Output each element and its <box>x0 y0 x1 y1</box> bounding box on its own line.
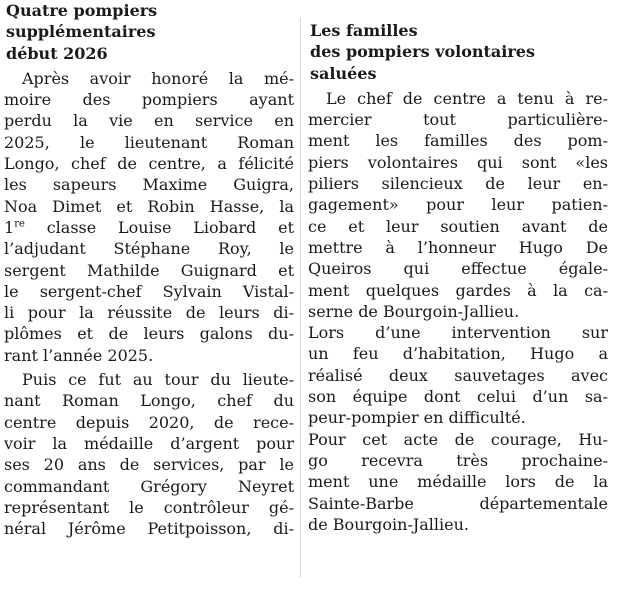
text-line: Queiros qui effectue égale- <box>308 259 608 279</box>
left-headline-line: Quatre pompiers <box>6 1 158 20</box>
rank-suffix: re <box>14 218 25 230</box>
left-column <box>4 0 294 539</box>
text-line: plômes et de leurs galons du- <box>4 324 294 344</box>
right-column <box>308 20 608 535</box>
text-line: un feu d’habitation, Hugo a <box>308 344 608 364</box>
text-line: piers volontaires qui sont «les <box>308 152 608 172</box>
text-line: piliers silencieux de leur en- <box>308 174 608 194</box>
right-paragraph <box>308 88 608 535</box>
text-line: Après avoir honoré la mé- <box>22 68 294 88</box>
text-line: ment quelques gardes à la ca- <box>308 280 608 300</box>
text-line: le sergent-chef Sylvain Vistal- <box>4 281 294 301</box>
right-headline <box>308 20 608 84</box>
text-line: représentant le contrôleur gé- <box>4 497 294 517</box>
text-line: centre depuis 2020, de rece- <box>4 412 294 432</box>
column-divider <box>300 18 301 578</box>
text-line: serne de Bourgoin-Jallieu. <box>308 301 520 321</box>
text-line-rank <box>4 217 294 238</box>
rank-number: 1 <box>4 217 15 237</box>
left-headline <box>4 0 294 64</box>
text-line: de Bourgoin-Jallieu. <box>308 514 470 534</box>
text-line: Sainte-Barbe départementale <box>308 493 608 513</box>
text-line: moire des pompiers ayant <box>4 90 294 110</box>
text-line: li pour la réussite de leurs di- <box>4 303 294 323</box>
text-line: ses 20 ans de services, par le <box>4 455 294 475</box>
text-line: perdu la vie en service en <box>4 111 294 131</box>
text-line: mettre à l’honneur Hugo De <box>308 237 608 257</box>
text-line: ment les familles des pom- <box>308 131 608 151</box>
text-line: rant l’année 2025. <box>4 345 154 365</box>
text-line: go recevra très prochaine- <box>308 450 608 470</box>
right-headline-line: Les familles <box>310 21 418 40</box>
text-line: peur-pompier en difficulté. <box>308 408 526 428</box>
text-line: Longo, chef de centre, a félicité <box>4 154 294 174</box>
text-line: néral Jérôme Petitpoisson, di- <box>4 519 294 539</box>
left-paragraph-1 <box>4 68 294 366</box>
text-line: Pour cet acte de courage, Hu- <box>308 429 608 449</box>
text-line: Lors d’une intervention sur <box>308 323 608 343</box>
text-line: sergent Mathilde Guignard et <box>4 260 294 280</box>
text-line: mercier tout particulière- <box>308 110 608 130</box>
left-headline-line: début 2026 <box>6 43 108 63</box>
text-line: les sapeurs Maxime Guigra, <box>4 175 294 195</box>
text-line: son équipe dont celui d’un sa- <box>308 387 608 407</box>
text-line: Le chef de centre a tenu à re- <box>326 88 608 108</box>
text-line: commandant Grégory Neyret <box>4 476 294 496</box>
text-line: ce et leur soutien avant de <box>308 216 608 236</box>
text-line: Puis ce fut au tour du lieute- <box>22 370 294 390</box>
text-line: réalisé deux sauvetages avec <box>308 365 608 385</box>
left-headline-line: supplémentaires <box>6 22 156 42</box>
text-line: gagement» pour leur patien- <box>308 195 608 215</box>
right-headline-line: des pompiers volontaires <box>310 42 535 62</box>
text-line: Noa Dimet et Robin Hasse, la <box>4 196 294 216</box>
text-line: ment une médaille lors de la <box>308 472 608 492</box>
right-headline-line: saluées <box>310 63 377 83</box>
text-line: 2025, le lieutenant Roman <box>4 132 294 152</box>
rank-line-text: classe Louise Liobard et <box>46 217 294 237</box>
text-line: nant Roman Longo, chef du <box>4 391 294 411</box>
left-paragraph-2 <box>4 369 294 539</box>
text-line: voir la médaille d’argent pour <box>4 433 294 453</box>
text-line: l’adjudant Stéphane Roy, le <box>4 239 294 259</box>
